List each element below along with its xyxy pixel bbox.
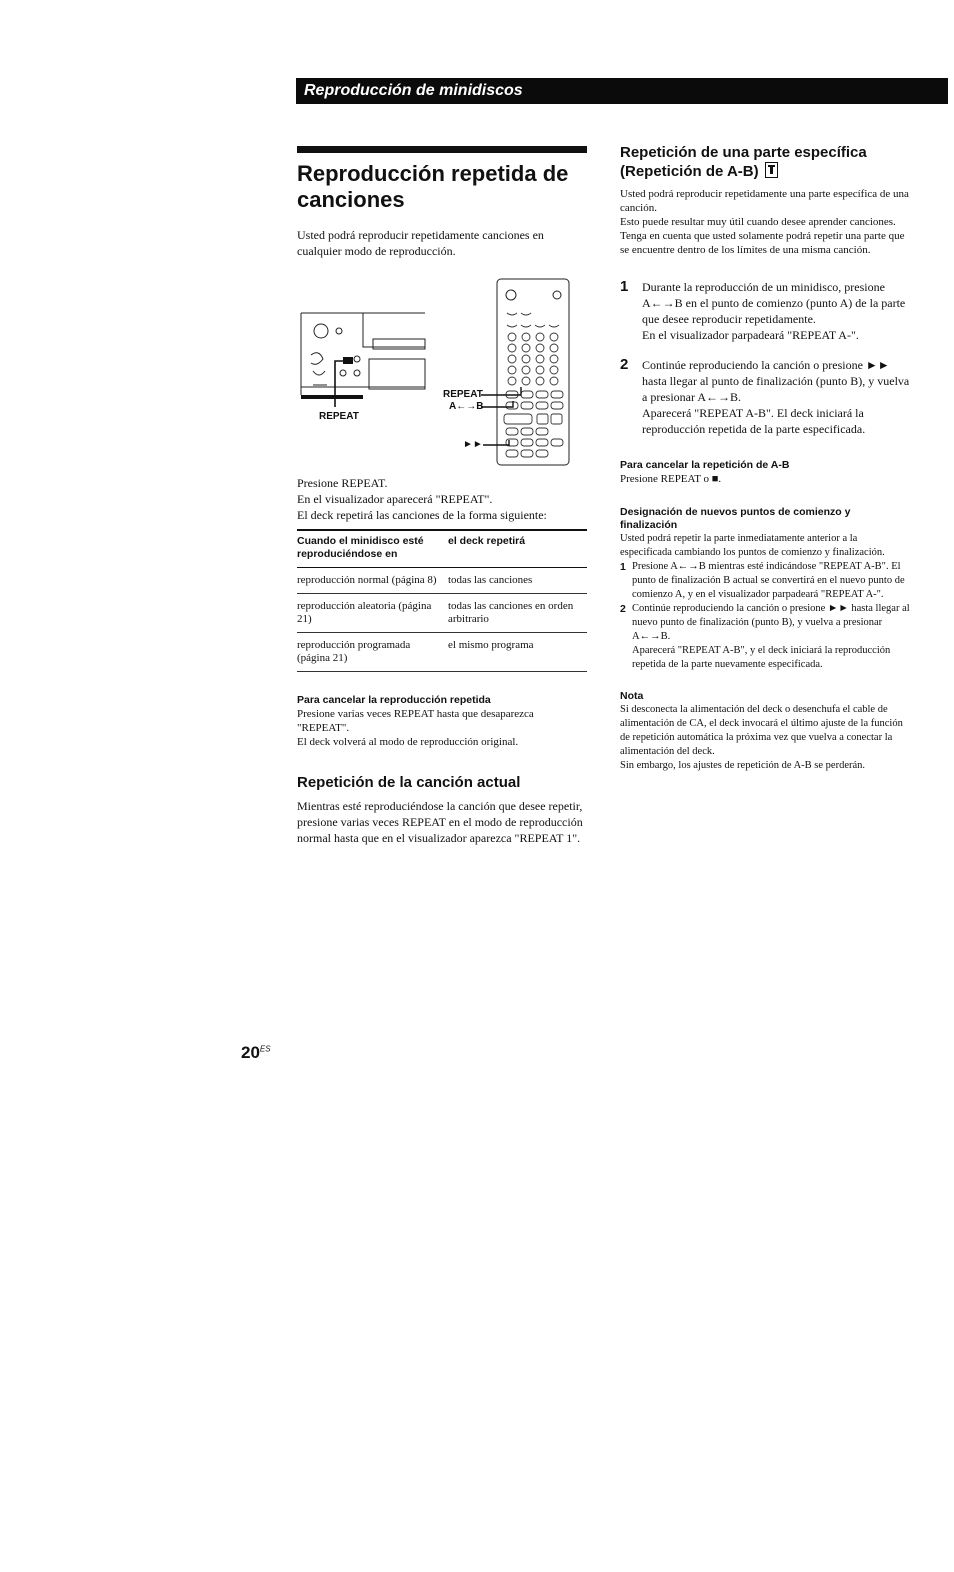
step-text: Durante la reproducción de un minidisco, presione A←→B en el punto de comienzo (punto A) de la parte que desee reproducir repetidamente. [642, 280, 906, 326]
deck-remote-drawing [297, 277, 587, 467]
new-points-step [620, 560, 910, 602]
section-header-bar [296, 78, 948, 104]
nota-text: Si desconecta la alimentación del deck o desenchufa el cable de alimentación de CA, el deck invocará el último ajuste de la función de repetición automática la próxima vez que vuelva a conectar la alimentación del deck. [620, 704, 903, 757]
cancel-ab-heading: Para cancelar la repetición de A-B [620, 459, 790, 471]
ab-intro-line: Usted podrá reproducir repetidamente una parte específica de una canción. [620, 188, 909, 214]
nota-heading: Nota [620, 690, 644, 702]
table-cell: el mismo programa [448, 633, 587, 672]
step-text: Continúe reproduciendo la canción o presione ►► hasta llegar al nuevo punto de finalización (punto B), y vuelva a presionar A←→B. [632, 603, 910, 642]
instruction-line: En el visualizador aparecerá "REPEAT". [297, 492, 493, 506]
left-column [297, 146, 587, 846]
page-number [241, 1043, 271, 1063]
ab-intro-block [620, 187, 910, 257]
table-cell: todas las canciones en orden arbitrario [448, 594, 587, 633]
step-text: Presione A←→B mientras esté indicándose "REPEAT A-B". El punto de finalización B actual se convertirá en el nuevo punto de comienzo A, y en el visualizador parpadeará "REPEAT A-". [632, 561, 905, 600]
page-language-suffix: ES [259, 1044, 271, 1054]
ab-step [620, 357, 910, 437]
instructions-block [297, 475, 587, 523]
cancel-repeat-text: Presione varias veces REPEAT hasta que desaparezca "REPEAT". [297, 708, 534, 734]
table-header-cell: el deck repetirá [448, 530, 587, 568]
table-row [297, 594, 587, 633]
step-text: Continúe reproduciendo la canción o presione ►► hasta llegar al punto de finalización (punto B), y vuelva a presionar A←→B. [642, 358, 910, 404]
table-cell: reproducción programada (página 21) [297, 633, 448, 672]
step-number: 2 [620, 356, 629, 373]
page-title: Reproducción repetida de canciones [297, 161, 569, 212]
ab-intro-line: Esto puede resultar muy útil cuando desee aprender canciones. [620, 216, 896, 228]
ab-intro-line: Tenga en cuenta que usted solamente podrá repetir una parte que se encuentre dentro de los límites de una misma canción. [620, 230, 905, 256]
instruction-line: Presione REPEAT. [297, 476, 388, 490]
table-cell: reproducción normal (página 8) [297, 568, 448, 594]
table-row [297, 633, 587, 672]
cancel-ab-text: Presione REPEAT o ■. [620, 473, 722, 485]
remote-icon [765, 162, 778, 178]
table-cell: reproducción aleatoria (página 21) [297, 594, 448, 633]
remote-repeat-label: REPEAT [443, 389, 483, 400]
step-note: Aparecerá "REPEAT A-B", y el deck iniciará la reproducción repetida de la parte nuevamente especificada. [632, 645, 891, 670]
intro-text: Usted podrá reproducir repetidamente canciones en cualquier modo de reproducción. [297, 228, 544, 258]
deck-and-remote-illustration [297, 277, 587, 467]
new-points-step [620, 602, 910, 672]
section-header-title: Reproducción de minidiscos [304, 82, 523, 99]
right-column [620, 143, 910, 773]
step-note: Aparecerá "REPEAT A-B". El deck iniciará la reproducción repetida de la parte especificada. [642, 406, 866, 436]
table-row [297, 568, 587, 594]
new-points-intro: Usted podrá repetir la parte inmediatamente anterior a la especificada cambiando los puntos de comienzo y finalización. [620, 533, 885, 558]
page-number-value: 20 [241, 1043, 260, 1062]
table-cell: todas las canciones [448, 568, 587, 594]
remote-button-grid [504, 313, 563, 457]
repeat-mode-table [297, 529, 587, 672]
current-track-text: Mientras esté reproduciéndose la canción que desee repetir, presione varias veces REPEAT en el modo de reproducción normal hasta que en el visualizador aparezca "REPEAT 1". [297, 799, 583, 845]
new-points-heading: Designación de nuevos puntos de comienzo y finalización [620, 506, 851, 531]
table-header-row [297, 530, 587, 568]
ab-repeat-heading-text: Repetición de una parte específica (Repetición de A-B) [620, 144, 867, 180]
cancel-repeat-text: El deck volverá al modo de reproducción original. [297, 736, 519, 748]
step-note: En el visualizador parpadeará "REPEAT A-". [642, 328, 859, 342]
ab-repeat-heading [620, 143, 910, 181]
step-number: 1 [620, 561, 626, 573]
step-number: 2 [620, 603, 626, 615]
instruction-line: El deck repetirá las canciones de la forma siguiente: [297, 508, 547, 522]
ab-step [620, 279, 910, 343]
table-header-cell: Cuando el minidisco esté reproduciéndose en [297, 530, 448, 568]
remote-ab-label: A←→B [449, 401, 484, 412]
title-rule [297, 146, 587, 153]
step-number: 1 [620, 278, 629, 295]
cancel-repeat-heading: Para cancelar la reproducción repetida [297, 694, 491, 706]
deck-repeat-label: REPEAT [319, 411, 359, 422]
remote-ff-label: ►► [463, 439, 483, 450]
current-track-heading: Repetición de la canción actual [297, 774, 521, 791]
nota-text: Sin embargo, los ajustes de repetición de A-B se perderán. [620, 760, 866, 771]
